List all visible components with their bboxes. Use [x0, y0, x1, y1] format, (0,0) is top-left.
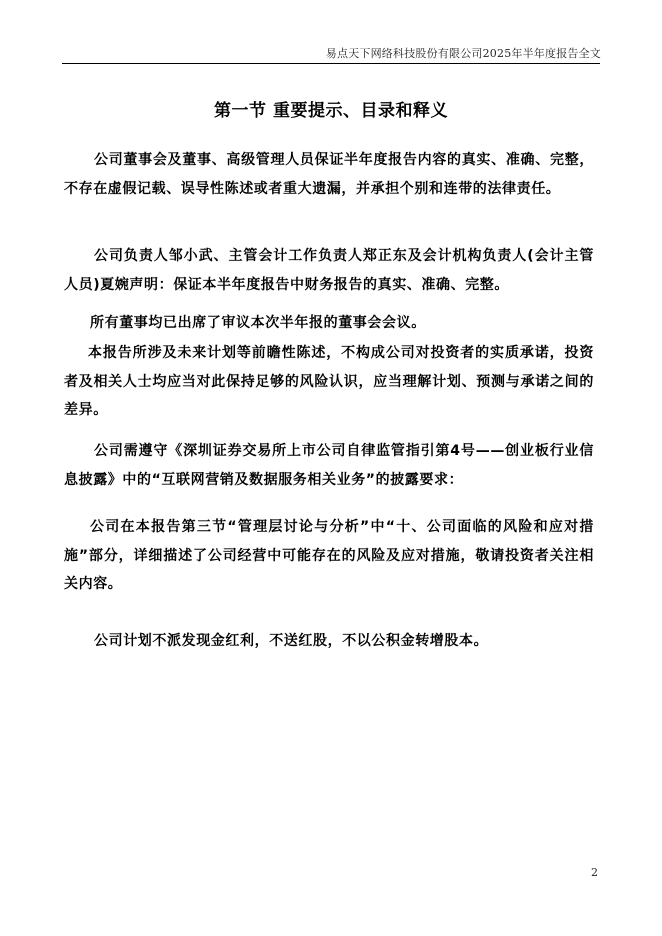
- paragraph-forward-looking: 本报告所涉及未来计划等前瞻性陈述，不构成公司对投资者的实质承诺，投资者及相关人士均应当对此保持足够的风险认识，应当理解计划、预测与承诺之间的差异。: [64, 345, 594, 418]
- paragraph-board-guarantee: 公司董事会及董事、高级管理人员保证半年度报告内容的真实、准确、完整，不存在虚假记载、误导性陈述或者重大遗漏，并承担个别和连带的法律责任。: [64, 152, 594, 197]
- paragraph-directors-attendance: 所有董事均已出席了审议本次半年报的董事会会议。: [90, 315, 426, 331]
- paragraph-risk-reference: 公司在本报告第三节“管理层讨论与分析”中“十、公司面临的风险和应对措施”部分，详细描述了公司经营中可能存在的风险及应对措施，敬请投资者关注相关内容。: [64, 519, 594, 592]
- paragraph-dividend-plan: 公司计划不派发现金红利，不送红股，不以公积金转增股本。: [94, 633, 489, 649]
- running-header: 易点天下网络科技股份有限公司2025年半年度报告全文: [325, 47, 601, 60]
- section-title: 第一节 重要提示、目录和释义: [214, 101, 448, 121]
- paragraph-responsible-persons: 公司负责人邹小武、主管会计工作负责人郑正东及会计机构负责人(会计主管人员)夏婉声明：保证本半年度报告中财务报告的真实、准确、完整。: [64, 248, 594, 293]
- header-divider: [62, 63, 600, 64]
- paragraph-disclosure-requirement: 公司需遵守《深圳证券交易所上市公司自律监管指引第4号——创业板行业信息披露》中的“互联网营销及数据服务相关业务”的披露要求：: [64, 443, 594, 488]
- page-number: 2: [591, 866, 598, 879]
